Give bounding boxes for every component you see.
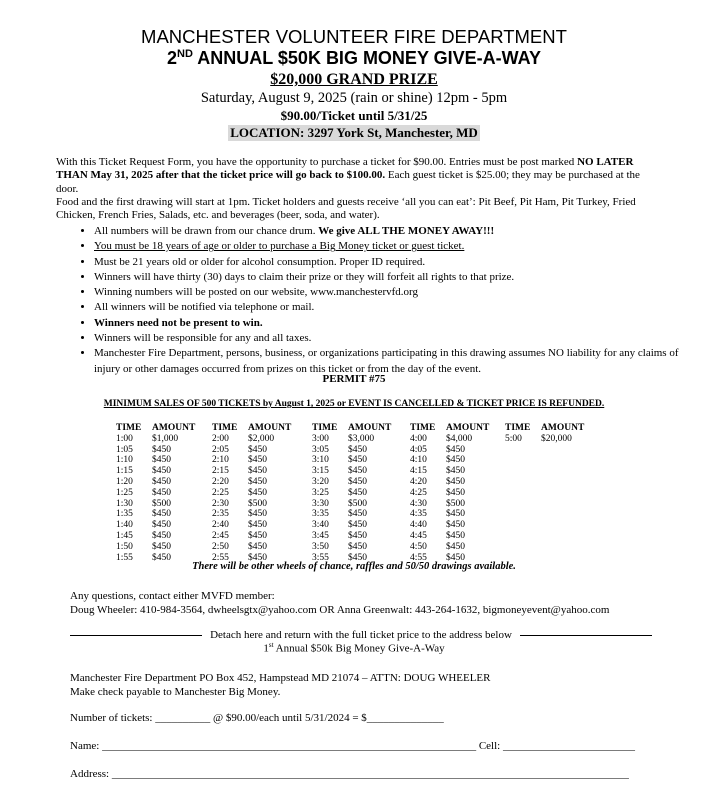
draw-amount: $450 [152,509,171,520]
table-row [410,455,506,466]
draw-time: 1:40 [116,520,133,531]
draw-time: 1:55 [116,552,133,563]
draw-time: 2:20 [212,476,229,487]
draw-amount: $450 [248,487,267,498]
list-item: • Must be 21 years old or older for alcohol consumption. Proper ID required. [94,255,694,270]
draw-amount: $450 [248,552,267,563]
time-header: TIME [116,423,142,433]
draw-time: 4:05 [410,444,427,455]
table-row [312,445,408,456]
draw-amount: $450 [446,476,465,487]
draw-time: 2:40 [212,520,229,531]
list-item [94,316,694,331]
contact-info [70,589,609,617]
schedule-column [410,423,506,563]
table-row [312,477,408,488]
amount-header: AMOUNT [348,423,392,433]
draw-amount: $450 [248,541,267,552]
draw-time: 3:50 [312,541,329,552]
draw-time: 1:45 [116,530,133,541]
table-row [116,509,212,520]
draw-amount: $450 [446,541,465,552]
draw-time: 4:25 [410,487,427,498]
table-row [116,455,212,466]
draw-time: 3:05 [312,444,329,455]
schedule-header [410,423,506,434]
draw-time: 2:05 [212,444,229,455]
draw-amount: $450 [348,476,367,487]
permit: PERMIT #75 [322,373,386,385]
draw-time: 3:20 [312,476,329,487]
annual-prefix: 1 [263,642,269,655]
location: LOCATION: 3297 York St, Manchester, MD [230,125,478,140]
draw-time: 3:45 [312,530,329,541]
event-prefix: 2 [167,48,178,68]
draw-time: 4:00 [410,433,427,444]
schedule-column [212,423,308,563]
name-cell-field[interactable]: Name: ____________________________________________________________________ Cell: ________________________ [70,740,635,752]
draw-time: 2:00 [212,433,229,444]
event-title [0,48,708,69]
contact-line-2: Doug Wheeler: 410-984-3564, dwheelsgtx@yahoo.com OR Anna Greenwalt: 443-264-1632, bigmoneyevent@yahoo.com [70,604,610,616]
amount-header: AMOUNT [446,423,490,433]
schedule-header [505,423,601,434]
list-item: • Winners will be responsible for any and all taxes. [94,331,694,346]
table-row [312,434,408,445]
location-wrap [0,124,708,142]
draw-amount: $450 [152,466,171,477]
draw-amount: $450 [152,487,171,498]
table-row [116,542,212,553]
draw-amount: $450 [152,476,171,487]
draw-amount: $450 [348,520,367,531]
address-line-1: Manchester Fire Department PO Box 452, Hampstead MD 21074 – ATTN: DOUG WHEELER [70,672,491,684]
draw-time: 1:00 [116,433,133,444]
draw-amount: $450 [248,530,267,541]
table-row [116,466,212,477]
bullet-1-bold: We give ALL THE MONEY AWAY!!! [318,225,495,237]
number-of-tickets-field[interactable]: Number of tickets: __________ @ $90.00/each until 5/31/2024 = $______________ [70,712,444,724]
list-item: • Manchester Fire Department, persons, business, or organizations participating in this drawing assumes NO liability for any claims of injury or other damages occurred from prizes on this ticket or from the day of the event. [94,346,694,377]
table-row [312,466,408,477]
bullet-7-text: Winners need not be present to win. [94,316,263,329]
table-row [116,434,212,445]
table-row [410,434,506,445]
list-item: • Winners will have thirty (30) days to claim their prize or they will forfeit all rights to that prize. [94,270,694,285]
draw-time: 1:25 [116,487,133,498]
schedule-header [116,423,212,434]
table-row [212,499,308,510]
amount-header: AMOUNT [248,423,292,433]
draw-time: 3:15 [312,466,329,477]
intro-p1-c: Each guest ticket is $25.00; they may be purchased at the door. [56,169,640,195]
table-row [410,499,506,510]
table-row [212,542,308,553]
draw-time: 3:00 [312,433,329,444]
draw-amount: $20,000 [541,433,572,444]
draw-time: 1:10 [116,455,133,466]
detach-rule-right [520,635,652,636]
time-header: TIME [312,423,338,433]
draw-amount: $450 [248,455,267,466]
list-item [94,224,694,239]
address-field[interactable]: Address: ______________________________________________________________________________________________ [70,768,629,780]
annual-rest: Annual $50k Big Money Give-A-Way [273,642,445,655]
event-sup: ND [177,48,193,60]
time-header: TIME [410,423,436,433]
address-line-2: Make check payable to Manchester Big Money. [70,686,281,698]
draw-time: 2:15 [212,466,229,477]
table-row [410,488,506,499]
draw-amount: $450 [446,509,465,520]
draw-time: 2:50 [212,541,229,552]
draw-amount: $450 [348,455,367,466]
table-row [312,488,408,499]
table-row [505,434,601,445]
price-line: $90.00/Ticket until 5/31/25 [280,108,428,123]
draw-time: 2:45 [212,530,229,541]
detach-text: Detach here and return with the full ticket price to the address below [210,629,512,641]
draw-amount: $450 [446,530,465,541]
draw-amount: $450 [152,530,171,541]
table-row [212,445,308,456]
draw-time: 4:10 [410,455,427,466]
draw-time: 3:35 [312,509,329,520]
table-row [312,542,408,553]
schedule-column [116,423,212,563]
list-item: • Winning numbers will be posted on our website, www.manchestervfd.org [94,285,694,300]
draw-time: 2:10 [212,455,229,466]
draw-amount: $500 [348,498,367,509]
table-row [312,509,408,520]
draw-time: 4:35 [410,509,427,520]
draw-time: 5:00 [505,433,522,444]
date-line: Saturday, August 9, 2025 (rain or shine) 12pm - 5pm [200,90,508,106]
form-title [0,641,708,655]
draw-time: 1:30 [116,498,133,509]
draw-amount: $2,000 [248,433,275,444]
event-rest: ANNUAL $50K BIG MONEY GIVE-A-WAY [192,48,541,68]
table-row [312,455,408,466]
bullet-1-text: All numbers will be drawn from our chance drum. [94,225,319,237]
table-row [410,531,506,542]
intro-p1-a: With this Ticket Request Form, you have the opportunity to purchase a ticket for $90.00. Entries must be post marked [56,156,578,168]
draw-amount: $450 [248,509,267,520]
table-row [312,520,408,531]
table-row [410,542,506,553]
time-header: TIME [212,423,238,433]
draw-time: 3:10 [312,455,329,466]
draw-amount: $450 [348,487,367,498]
table-row [116,520,212,531]
time-header: TIME [505,423,531,433]
draw-time: 4:50 [410,541,427,552]
draw-amount: $450 [152,455,171,466]
draw-time: 4:30 [410,498,427,509]
draw-time: 1:15 [116,466,133,477]
draw-time: 2:25 [212,487,229,498]
table-row [410,445,506,456]
draw-amount: $3,000 [348,433,375,444]
table-row [212,509,308,520]
wheels-notice: There will be other wheels of chance, raffles and 50/50 drawings available. [192,561,516,572]
draw-amount: $450 [152,552,171,563]
draw-amount: $450 [152,444,171,455]
draw-amount: $450 [348,552,367,563]
draw-amount: $450 [446,552,465,563]
schedule-column [505,423,601,445]
minimum-sales-notice: MINIMUM SALES OF 500 TICKETS by August 1, 2025 or EVENT IS CANCELLED & TICKET PRICE IS REFUNDED. [103,399,605,409]
schedule-header [312,423,408,434]
draw-amount: $450 [446,487,465,498]
draw-time: 4:55 [410,552,427,563]
draw-time: 3:55 [312,552,329,563]
draw-time: 3:30 [312,498,329,509]
schedule-header [212,423,308,434]
draw-time: 1:35 [116,509,133,520]
draw-amount: $450 [248,466,267,477]
table-row [212,455,308,466]
draw-amount: $450 [152,541,171,552]
draw-time: 3:40 [312,520,329,531]
draw-amount: $450 [348,509,367,520]
draw-amount: $450 [348,444,367,455]
draw-time: 2:30 [212,498,229,509]
list-item: • All winners will be notified via telephone or mail. [94,300,694,315]
table-row [410,509,506,520]
draw-amount: $450 [446,520,465,531]
detach-line [70,629,652,641]
table-row [410,477,506,488]
amount-header: AMOUNT [541,423,585,433]
draw-time: 2:35 [212,509,229,520]
table-row [410,520,506,531]
draw-time: 4:40 [410,520,427,531]
draw-amount: $1,000 [152,433,179,444]
table-row [212,531,308,542]
table-row [410,466,506,477]
table-row [212,488,308,499]
draw-amount: $500 [248,498,267,509]
table-row [116,445,212,456]
draw-amount: $450 [248,476,267,487]
page-title: MANCHESTER VOLUNTEER FIRE DEPARTMENT [141,26,567,47]
table-row [116,499,212,510]
draw-amount: $450 [446,455,465,466]
bullet-2-text: You must be 18 years of age or older to purchase a Big Money ticket or guest ticket. [94,240,465,253]
draw-time: 2:55 [212,552,229,563]
table-row [312,499,408,510]
draw-time: 4:15 [410,466,427,477]
table-row [312,531,408,542]
draw-amount: $450 [348,541,367,552]
draw-time: 1:50 [116,541,133,552]
draw-amount: $500 [152,498,171,509]
draw-amount: $450 [248,444,267,455]
contact-line-1: Any questions, contact either MVFD member: [70,590,275,602]
table-row [116,488,212,499]
draw-time: 4:20 [410,476,427,487]
table-row [212,434,308,445]
intro-paragraph-2: Food and the first drawing will start at 1pm. Ticket holders and guests receive ‘all you can eat’: Pit Beef, Pit Ham, Pit Turkey, Fried Chicken, French Fries, Salads, etc. and beverages (beer, soda, and water). [56,196,636,222]
draw-amount: $4,000 [446,433,473,444]
draw-amount: $450 [446,466,465,477]
draw-amount: $450 [152,520,171,531]
draw-time: 4:45 [410,530,427,541]
table-row [116,531,212,542]
table-row [116,477,212,488]
draw-amount: $500 [446,498,465,509]
draw-time: 1:05 [116,444,133,455]
schedule-column [312,423,408,563]
table-row [212,520,308,531]
intro-p1-bold: NO LATER THAN May 31, 2025 after that the ticket price will go back to $100.00. [56,156,634,182]
draw-amount: $450 [348,466,367,477]
table-row [212,466,308,477]
draw-time: 3:25 [312,487,329,498]
amount-header: AMOUNT [152,423,196,433]
intro-paragraph-1 [56,156,650,196]
draw-amount: $450 [348,530,367,541]
draw-amount: $450 [248,520,267,531]
rules-list [76,224,694,377]
draw-amount: $450 [446,444,465,455]
grand-prize: $20,000 GRAND PRIZE [270,71,438,88]
draw-time: 1:20 [116,476,133,487]
detach-rule-left [70,635,202,636]
table-row [212,477,308,488]
annual-sup: st [268,641,274,649]
mailing-address [70,671,490,699]
list-item [94,239,694,254]
